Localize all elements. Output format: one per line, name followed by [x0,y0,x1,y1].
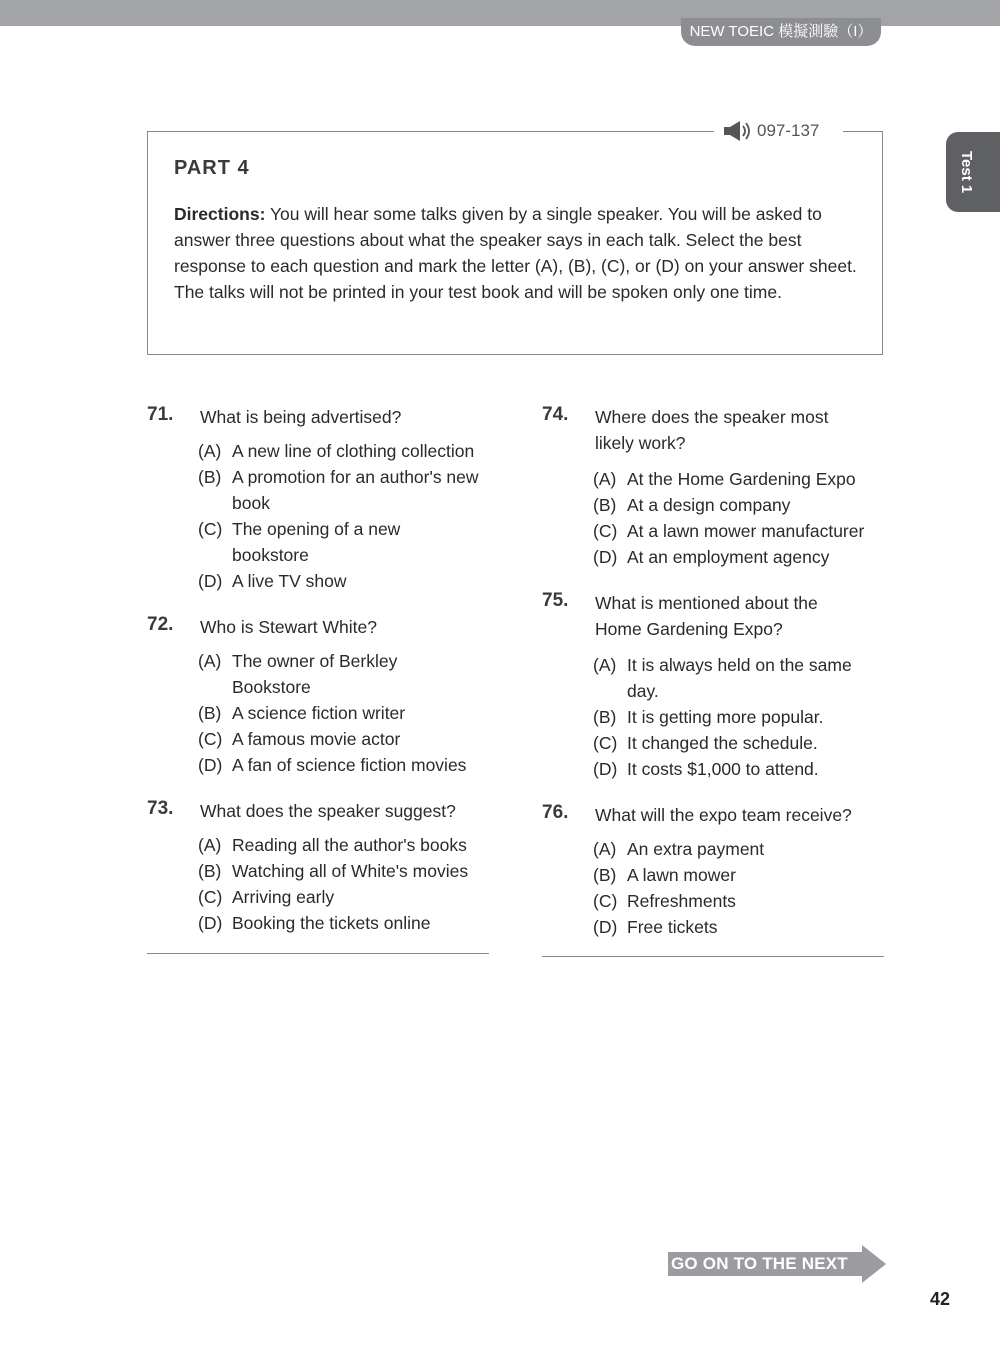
option-a[interactable] [198,438,508,464]
option-letter: (D) [593,759,618,779]
option-list [198,832,508,936]
option-a[interactable] [593,466,903,492]
question-number: 73. [147,798,174,819]
option-text: It costs $1,000 to attend. [627,759,819,779]
option-list [593,652,903,782]
option-c[interactable] [198,516,452,568]
option-text: A famous movie actor [232,729,401,749]
option-letter: (C) [198,519,223,539]
option-letter: (A) [593,839,617,859]
option-text: A live TV show [232,571,347,591]
option-text: It is always held on the same day. [627,655,852,701]
option-text: A science fiction writer [232,703,406,723]
option-letter: (A) [198,651,222,671]
question-number: 72. [147,614,174,635]
option-letter: (B) [593,707,617,727]
option-c[interactable] [593,888,903,914]
question-number: 74. [542,404,569,425]
option-letter: (B) [198,703,222,723]
option-letter: (C) [593,891,618,911]
option-text: A lawn mower [627,865,736,885]
option-text: A promotion for an author's new book [232,467,479,513]
option-d[interactable] [593,544,903,570]
option-text: An extra payment [627,839,765,859]
option-letter: (A) [198,441,222,461]
option-b[interactable] [198,700,508,726]
option-d[interactable] [198,910,508,936]
part-title: PART 4 [174,157,250,179]
option-letter: (D) [593,917,618,937]
option-list [593,836,903,940]
option-b[interactable] [198,858,508,884]
option-letter: (C) [593,521,618,541]
question-stem: What does the speaker suggest? [200,801,456,821]
page-number: 42 [930,1289,951,1309]
option-a[interactable] [198,832,508,858]
option-a[interactable] [593,836,903,862]
right-column-divider [542,956,884,957]
option-text: At an employment agency [627,547,830,567]
option-letter: (D) [198,913,223,933]
option-letter: (C) [198,729,223,749]
option-text: The owner of Berkley Bookstore [232,651,398,697]
option-b[interactable] [593,492,903,518]
option-list [198,648,508,778]
option-text: At the Home Gardening Expo [627,469,856,489]
directions-body: You will hear some talks given by a single speaker. You will be asked to answer three questions about what the speaker says in each talk. Select the best response to each question and mark the letter (A), (B), (C), or (D) on your answer sheet. The talks will not be printed in your test book and will be spoken only one time. [174,204,857,302]
option-b[interactable] [198,464,482,516]
option-c[interactable] [198,726,508,752]
option-text: At a design company [627,495,791,515]
option-d[interactable] [198,752,508,778]
header-title: NEW TOEIC 模擬測驗（I） [681,18,881,46]
option-letter: (B) [198,861,222,881]
side-tab-label: Test 1 [958,150,975,194]
side-tab [946,132,1000,212]
option-text: Booking the tickets online [232,913,431,933]
question-stem: Who is Stewart White? [200,617,377,637]
option-text: The opening of a new bookstore [232,519,401,565]
question-stem: Where does the speaker most likely work? [595,407,829,453]
option-b[interactable] [593,704,903,730]
audio-track-number: 097-137 [757,121,820,140]
option-c[interactable] [198,884,508,910]
option-d[interactable] [593,756,903,782]
question-stem: What is mentioned about the Home Gardening Expo? [595,593,818,639]
option-letter: (B) [593,495,617,515]
question-number: 76. [542,802,569,823]
option-a[interactable] [593,652,877,704]
directions-label: Directions: [174,204,266,224]
question-number: 71. [147,404,174,425]
question-stem: What is being advertised? [200,407,402,427]
option-text: It changed the schedule. [627,733,818,753]
option-list [593,466,903,570]
option-text: A fan of science fiction movies [232,755,467,775]
question-stem: What will the expo team receive? [595,805,852,825]
option-c[interactable] [593,518,903,544]
next-page-label: GO ON TO THE NEXT PAGE [671,1254,848,1293]
option-d[interactable] [593,914,903,940]
option-letter: (B) [198,467,222,487]
option-text: Arriving early [232,887,335,907]
option-text: Free tickets [627,917,718,937]
option-letter: (A) [198,835,222,855]
box-top-rule-left [147,131,714,132]
box-top-rule-right [843,131,883,132]
option-letter: (A) [593,655,617,675]
option-letter: (D) [198,571,223,591]
option-letter: (B) [593,865,617,885]
option-c[interactable] [593,730,903,756]
option-text: A new line of clothing collection [232,441,475,461]
option-text: Watching all of White's movies [232,861,469,881]
option-letter: (D) [198,755,223,775]
option-text: Reading all the author's books [232,835,467,855]
directions-text [174,201,864,305]
option-letter: (C) [198,887,223,907]
option-text: At a lawn mower manufacturer [627,521,865,541]
speaker-icon [723,121,753,141]
option-text: Refreshments [627,891,736,911]
option-letter: (C) [593,733,618,753]
next-page-button[interactable] [668,1245,888,1293]
option-letter: (D) [593,547,618,567]
option-list [198,438,508,594]
option-letter: (A) [593,469,617,489]
audio-track[interactable] [723,120,819,142]
option-text: It is getting more popular. [627,707,824,727]
question-number: 75. [542,590,569,611]
option-b[interactable] [593,862,903,888]
left-column-divider [147,953,489,954]
option-a[interactable] [198,648,452,700]
option-d[interactable] [198,568,508,594]
